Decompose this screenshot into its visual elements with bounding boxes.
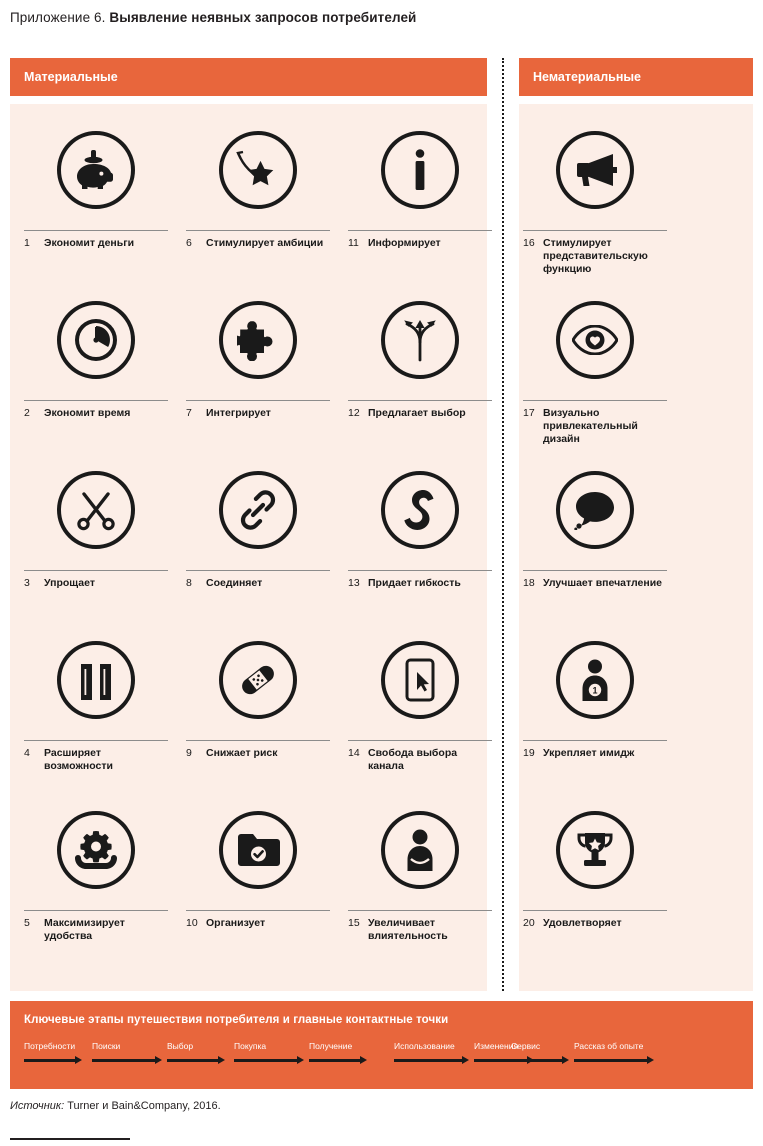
need-label: Максимизирует удобства xyxy=(44,917,125,942)
need-caption xyxy=(186,230,330,250)
trophy-icon xyxy=(556,811,634,889)
medal-person-icon xyxy=(556,641,634,719)
bandage-icon xyxy=(219,641,297,719)
need-item xyxy=(186,790,330,930)
need-icon-wrap xyxy=(348,280,492,400)
journey-band xyxy=(10,1001,753,1089)
need-icon-wrap xyxy=(348,790,492,910)
need-label: Расширяет возможности xyxy=(44,747,113,772)
need-label: Придает гибкость xyxy=(368,577,461,589)
clock-icon xyxy=(57,301,135,379)
need-label: Стимулирует амбиции xyxy=(206,237,324,249)
need-number: 4 xyxy=(24,747,30,759)
need-number: 14 xyxy=(348,747,360,759)
journey-step xyxy=(92,1041,120,1065)
journey-step xyxy=(394,1041,455,1065)
need-label: Увеличивает влиятельность xyxy=(368,917,448,942)
need-icon-wrap xyxy=(24,110,168,230)
need-item xyxy=(186,110,330,250)
section-header-intangible-label: Нематериальные xyxy=(533,70,641,84)
need-item xyxy=(24,790,168,943)
need-icon-wrap xyxy=(348,450,492,570)
need-number: 3 xyxy=(24,577,30,589)
need-label: Свобода выбора канала xyxy=(368,747,458,772)
need-number: 9 xyxy=(186,747,192,759)
multi-arrow-icon xyxy=(381,301,459,379)
need-icon-wrap xyxy=(24,280,168,400)
journey-step xyxy=(574,1041,643,1065)
journey-arrow-icon xyxy=(574,1056,643,1065)
need-number: 7 xyxy=(186,407,192,419)
need-number: 12 xyxy=(348,407,360,419)
journey-arrow-icon xyxy=(234,1056,266,1065)
need-icon-wrap xyxy=(186,280,330,400)
footer-rule xyxy=(10,1138,130,1140)
need-item xyxy=(186,620,330,760)
need-label: Информирует xyxy=(368,237,441,249)
columns-icon xyxy=(57,641,135,719)
journey-arrow-icon xyxy=(309,1056,352,1065)
need-number: 13 xyxy=(348,577,360,589)
need-caption xyxy=(348,570,492,590)
need-number: 19 xyxy=(523,747,535,759)
scissors-icon xyxy=(57,471,135,549)
need-item xyxy=(348,280,492,420)
journey-arrow-icon xyxy=(394,1056,455,1065)
need-icon-wrap xyxy=(24,450,168,570)
mobile-tap-icon xyxy=(381,641,459,719)
journey-arrow-icon xyxy=(511,1056,540,1065)
need-item xyxy=(186,280,330,420)
shooting-star-icon xyxy=(219,131,297,209)
need-caption xyxy=(186,570,330,590)
need-label: Снижает риск xyxy=(206,747,278,759)
need-icon-wrap xyxy=(523,450,667,570)
need-icon-wrap xyxy=(186,450,330,570)
journey-step xyxy=(309,1041,352,1065)
need-caption xyxy=(348,400,492,420)
need-number: 17 xyxy=(523,407,535,419)
chain-link-icon xyxy=(219,471,297,549)
need-number: 15 xyxy=(348,917,360,929)
svg-text:1: 1 xyxy=(592,685,598,696)
info-icon xyxy=(381,131,459,209)
flexible-ribbon-icon xyxy=(381,471,459,549)
need-number: 11 xyxy=(348,237,359,249)
need-item xyxy=(24,620,168,773)
journey-step xyxy=(511,1041,540,1065)
need-icon-wrap xyxy=(523,110,667,230)
source-label: Источник: xyxy=(10,1100,68,1112)
need-item xyxy=(523,110,667,276)
need-caption xyxy=(186,400,330,420)
need-number: 16 xyxy=(523,237,535,249)
need-icon-wrap xyxy=(186,110,330,230)
need-item xyxy=(24,450,168,590)
need-icon-wrap xyxy=(186,620,330,740)
need-label: Укрепляет имидж xyxy=(543,747,635,759)
need-caption xyxy=(523,740,667,760)
journey-title: Ключевые этапы путешествия потребителя и главные контактные точки xyxy=(24,1014,449,1026)
need-icon-wrap xyxy=(348,620,492,740)
journey-step-label: Рассказ об опыте xyxy=(574,1041,644,1051)
need-icon-wrap xyxy=(523,620,667,740)
need-label: Организует xyxy=(206,917,266,929)
need-label: Экономит деньги xyxy=(44,237,135,249)
person-speaking-icon xyxy=(381,811,459,889)
need-caption xyxy=(186,740,330,760)
need-number: 20 xyxy=(523,917,535,929)
eye-heart-icon xyxy=(556,301,634,379)
need-label: Стимулирует представительскую функцию xyxy=(543,237,648,275)
need-caption xyxy=(24,230,168,250)
need-item xyxy=(348,110,492,250)
need-icon-wrap xyxy=(523,280,667,400)
megaphone-icon xyxy=(556,131,634,209)
need-caption xyxy=(186,910,330,930)
need-item xyxy=(186,450,330,590)
need-caption xyxy=(523,230,667,276)
need-icon-wrap xyxy=(523,790,667,910)
need-number: 5 xyxy=(24,917,30,929)
journey-step xyxy=(24,1041,75,1065)
page-title-prefix: Приложение 6. xyxy=(10,10,110,25)
journey-step-label: Потребности xyxy=(24,1041,76,1051)
need-caption xyxy=(24,910,168,943)
section-header-tangible xyxy=(10,58,487,96)
need-item xyxy=(523,620,667,760)
need-label: Упрощает xyxy=(44,577,95,589)
need-icon-wrap xyxy=(348,110,492,230)
need-item xyxy=(24,280,168,420)
need-icon-wrap xyxy=(24,620,168,740)
journey-step-label: Сервис xyxy=(511,1041,541,1051)
need-item xyxy=(523,450,667,590)
page-title-strong: Выявление неявных запросов потребителей xyxy=(109,10,417,25)
journey-arrow-icon xyxy=(24,1056,75,1065)
journey-step-label: Использование xyxy=(394,1041,455,1051)
need-number: 18 xyxy=(523,577,535,589)
need-label: Улучшает впечатление xyxy=(543,577,663,589)
journey-step xyxy=(167,1041,193,1065)
need-icon-wrap xyxy=(186,790,330,910)
need-label: Визуально привлекательный дизайн xyxy=(543,407,638,445)
section-header-intangible xyxy=(519,58,753,96)
puzzle-piece-icon xyxy=(219,301,297,379)
need-label: Удовлетворяет xyxy=(543,917,622,929)
need-label: Предлагает выбор xyxy=(368,407,466,419)
need-item xyxy=(523,790,667,930)
need-item xyxy=(523,280,667,446)
journey-step xyxy=(234,1041,266,1065)
section-header-tangible-label: Материальные xyxy=(24,70,118,84)
need-number: 8 xyxy=(186,577,192,589)
needs-grid xyxy=(10,104,753,991)
folder-check-icon xyxy=(219,811,297,889)
need-number: 6 xyxy=(186,237,192,249)
need-caption xyxy=(348,740,492,773)
gear-in-hands-icon xyxy=(57,811,135,889)
journey-arrow-icon xyxy=(167,1056,193,1065)
need-label: Экономит время xyxy=(44,407,131,419)
journey-step-label: Выбор xyxy=(167,1041,194,1051)
journey-arrow-icon xyxy=(92,1056,120,1065)
need-caption xyxy=(24,400,168,420)
journey-step-label: Получение xyxy=(309,1041,353,1051)
page-title xyxy=(10,10,416,25)
journey-steps xyxy=(24,1041,739,1077)
journey-step-label: Поиски xyxy=(92,1041,121,1051)
need-caption xyxy=(348,910,492,943)
need-label: Соединяет xyxy=(206,577,263,589)
need-number: 2 xyxy=(24,407,30,419)
journey-step-label: Покупка xyxy=(234,1041,267,1051)
speech-bubble-icon xyxy=(556,471,634,549)
need-item xyxy=(348,790,492,943)
need-caption xyxy=(24,740,168,773)
need-icon-wrap xyxy=(24,790,168,910)
need-number: 1 xyxy=(24,237,30,249)
need-item xyxy=(348,450,492,590)
need-caption xyxy=(348,230,492,250)
source-note xyxy=(10,1100,221,1112)
need-number: 10 xyxy=(186,917,198,929)
need-item xyxy=(24,110,168,250)
need-item xyxy=(348,620,492,773)
need-label: Интегрирует xyxy=(206,407,271,419)
need-caption xyxy=(523,910,667,930)
need-caption xyxy=(24,570,168,590)
need-caption xyxy=(523,400,667,446)
journey-step-label: Изменения xyxy=(474,1041,519,1051)
piggy-bank-icon xyxy=(57,131,135,209)
source-text: Turner и Bain&Company, 2016. xyxy=(67,1100,221,1112)
need-caption xyxy=(523,570,667,590)
